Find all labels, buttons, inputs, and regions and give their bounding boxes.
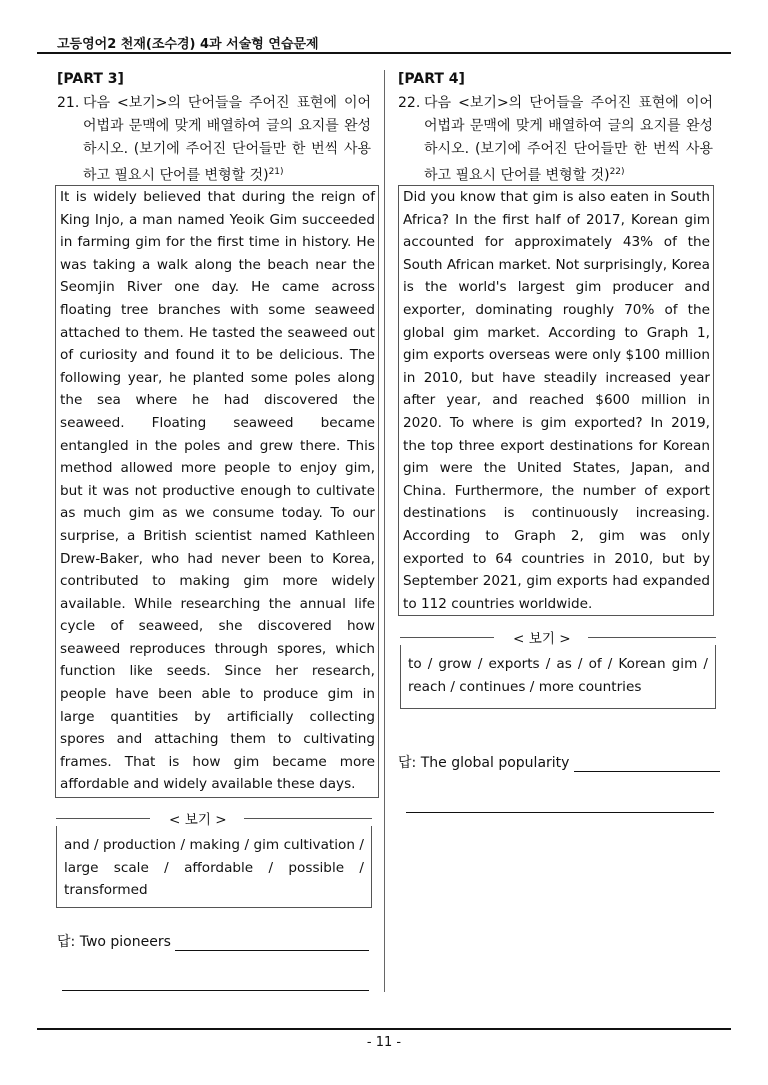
bogi-word-list: and / production / making / gim cultivation / large scale / affordable / possible / transformed	[64, 837, 364, 898]
answer-blank[interactable]	[175, 937, 369, 951]
part3-label: [PART 3]	[57, 71, 124, 87]
passage-text: Did you know that gim is also eaten in South Africa? In the first half of 2017, Korean gim accounted for approximately 43% of the South African market. Not surprisingly, Korea is the world's largest gim producer and exporter, dominating roughly 70% of the global gim market. According to Graph 1, gim exports overseas were only $100 million in 2010, but have steadily increased year after year, and reached $600 million in 2020. To where is gim exported? In 2019, the top three export destinations for Korean gim were the United States, Japan, and China. Furthermore, the number of export destinations is continuously increasing. According to Graph 2, gim was only exported to 64 countries in 2010, but by September 2021, gim exports had expanded to 112 countries worldwide.	[403, 189, 710, 612]
question-22	[398, 92, 713, 188]
question-text: 다음 <보기>의 단어들을 주어진 표현에 이어 어법과 문맥에 맞게 배열하여 글의 요지를 완성하시오. (보기에 주어진 단어들만 한 번씩 사용하고 필요시 단어를 변형할 것)	[424, 95, 713, 184]
bogi-label: < 보기 >	[169, 809, 227, 832]
bogi-box-part3	[56, 812, 372, 908]
passage-box-part3	[55, 185, 379, 798]
question-number: 21.	[57, 95, 80, 111]
header-rule	[37, 52, 731, 54]
passage-text: It is widely believed that during the reign of King Injo, a man named Yeoik Gim succeeded in farming gim for the first time in history. He was taking a walk along the beach near the Seomjin River one day. He came across floating tree branches with some seaweed attached to them. He tasted the seaweed out of curiosity and found it to be delicious. The following year, he planted some poles along the sea where he had discovered the seaweed. Floating seaweed became entangled in the poles and grew there. This method allowed more people to enjoy gim, but it was not productive enough to cultivate as much gim as we consume today. To our surprise, a British scientist named Kathleen Drew-Baker, who had never been to Korea, contributed to making gim more widely available. While researching the annual life cycle of seaweed, she discovered how seaweed reproduces through spores, which function like seeds. Since her research, people have been able to produce gim in large quantities by artificially collecting spores and attaching them to cultivating frames. That is how gim became more affordable and widely available these days.	[60, 189, 375, 793]
answer-row-part3	[57, 931, 369, 951]
question-text: 다음 <보기>의 단어들을 주어진 표현에 이어 어법과 문맥에 맞게 배열하여 글의 요지를 완성하시오. (보기에 주어진 단어들만 한 번씩 사용하고 필요시 단어를 변형할 것)	[83, 95, 371, 184]
answer-label: 답:	[57, 934, 76, 950]
footer-rule	[37, 1028, 731, 1030]
answer-prefix: Two pioneers	[79, 934, 171, 950]
footnote-ref: 21)	[268, 167, 284, 177]
answer-line[interactable]	[406, 812, 714, 813]
question-number: 22.	[398, 95, 421, 111]
bogi-label: < 보기 >	[513, 628, 571, 651]
answer-blank[interactable]	[574, 758, 720, 772]
bogi-word-list: to / grow / exports / as / of / Korean gim / reach / continues / more countries	[408, 656, 708, 695]
column-divider	[384, 70, 385, 992]
answer-prefix: The global popularity	[420, 755, 570, 771]
bogi-box-part4	[400, 631, 716, 709]
question-21	[57, 92, 371, 188]
passage-box-part4	[398, 185, 714, 616]
answer-row-part4	[398, 752, 720, 772]
answer-label: 답:	[398, 755, 417, 771]
part4-label: [PART 4]	[398, 71, 465, 87]
footnote-ref: 22)	[609, 167, 625, 177]
page-header-title: 고등영어2 천재(조수경) 4과 서술형 연습문제	[57, 37, 319, 52]
page-number: - 11 -	[366, 1035, 402, 1050]
answer-line[interactable]	[62, 990, 369, 991]
